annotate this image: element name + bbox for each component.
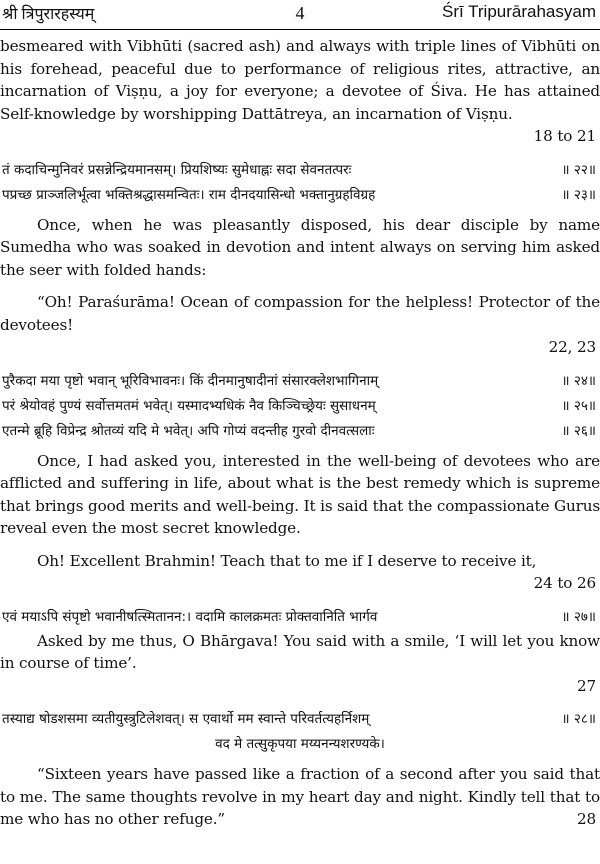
- sanskrit-verse-line-centered: वद मे तत्सुकृपया मय्यनन्यशरण्यके।: [215, 736, 385, 752]
- verse-number: ॥ २५॥: [555, 394, 596, 419]
- sanskrit-verse-line: [0, 158, 600, 183]
- verse-text: एवं मयाऽपि संपृष्टो भवानीषत्स्मितानन:। वदामि कालक्रमतः प्रोक्तवानिति भार्गव: [2, 608, 378, 625]
- verse-text: पुरैकदा मया पृष्टो भवान् भूरिविभावनः। किं दीनमानुषादीनां संसारक्लेशभागिनाम्: [2, 372, 379, 389]
- translation-paragraph: “Oh! Paraśurāma! Ocean of compassion for the helpless! Protector of the devotees!: [0, 293, 600, 334]
- sanskrit-verse-line: [0, 394, 600, 419]
- sanskrit-verse-line: [0, 419, 600, 444]
- translation-paragraph: besmeared with Vibhūti (sacred ash) and always with triple lines of Vibhūti on his forehead, peaceful due to performance of religious rites, attractive, an incarnation of Viṣṇu, a joy for everyone; a devotee of Śiva. He has attained Self-knowledge by worshipping Dattātreya, an incarnation of Viṣṇu.: [0, 37, 600, 123]
- sanskrit-verse-line: [0, 707, 600, 732]
- page-number: 4: [295, 3, 305, 23]
- verse-reference: 22, 23: [548, 338, 596, 356]
- verse-text: परं श्रेयोवहं पुण्यं सर्वोत्तमतमं भवेत्। यस्मादभ्यधिकं नैव किञ्चिच्छ्रेयः सुसाधनम्: [2, 397, 376, 414]
- translation-paragraph: Asked by me thus, O Bhārgava! You said with a smile, ‘I will let you know in course of time’.: [0, 631, 600, 672]
- verse-number: ॥ २६॥: [555, 419, 596, 444]
- sanskrit-verse-line: [0, 183, 600, 208]
- translation-paragraph: Once, I had asked you, interested in the well-being of devotees who are afflicted and suffering in life, about what is the best remedy which is supreme that brings good merits and well-being. It is said that the compassionate Gurus reveal even the most secret knowledge.: [0, 451, 600, 537]
- verse-reference: 24 to 26: [533, 574, 596, 592]
- running-header: [0, 0, 600, 30]
- page-body: [0, 35, 600, 831]
- verse-text: एतन्मे ब्रूहि विप्रेन्द्र श्रोतव्यं यदि मे भवेत्। अपि गोप्यं वदन्तीह गुरवो दीनवत्सलाः: [2, 422, 375, 439]
- header-sanskrit-title: श्री त्रिपुरारहस्यम्: [2, 6, 95, 23]
- verse-number: ॥ २३॥: [555, 183, 596, 208]
- header-rule: [0, 29, 600, 30]
- translation-paragraph: Once, when he was pleasantly disposed, his dear disciple by name Sumedha who was soaked in devotion and intent always on serving him asked the seer with folded hands:: [0, 215, 600, 279]
- verse-number: ॥ २४॥: [555, 369, 596, 394]
- sanskrit-verse-line: [0, 369, 600, 394]
- verse-number: ॥ २२॥: [555, 158, 596, 183]
- verse-number: ॥ २७॥: [555, 605, 596, 630]
- header-english-title: Śrī Tripurārahasyam: [442, 2, 596, 21]
- verse-text: तं कदाचिन्मुनिवरं प्रसन्नेन्द्रियमानसम्। प्रियशिष्यः सुमेधाह्नः सदा सेवनतत्परः: [2, 161, 352, 178]
- verse-reference: 27: [576, 676, 596, 695]
- translation-paragraph: “Sixteen years have passed like a fraction of a second after you said that to me. The same thoughts revolve in my heart day and night. Kindly tell that to me who has no other refuge.”: [0, 765, 600, 828]
- verse-number: ॥ २८॥: [555, 707, 596, 732]
- verse-reference: 28: [576, 810, 596, 828]
- translation-paragraph: Oh! Excellent Brahmin! Teach that to me if I deserve to receive it,: [37, 551, 537, 570]
- verse-reference: 18 to 21: [533, 127, 596, 145]
- verse-text: पप्रच्छ प्राञ्जलिर्भूत्वा भक्तिश्रद्धासमन्वितः। राम दीनदयासिन्धो भक्तानुग्रहविग्रह: [2, 186, 376, 203]
- verse-text: तस्याद्य षोडशसमा व्यतीयुस्त्रुटिलेशवत्। स एवार्थो मम स्वान्ते परिवर्तत्यहर्निशम्: [2, 711, 370, 727]
- sanskrit-verse-line: [0, 605, 600, 630]
